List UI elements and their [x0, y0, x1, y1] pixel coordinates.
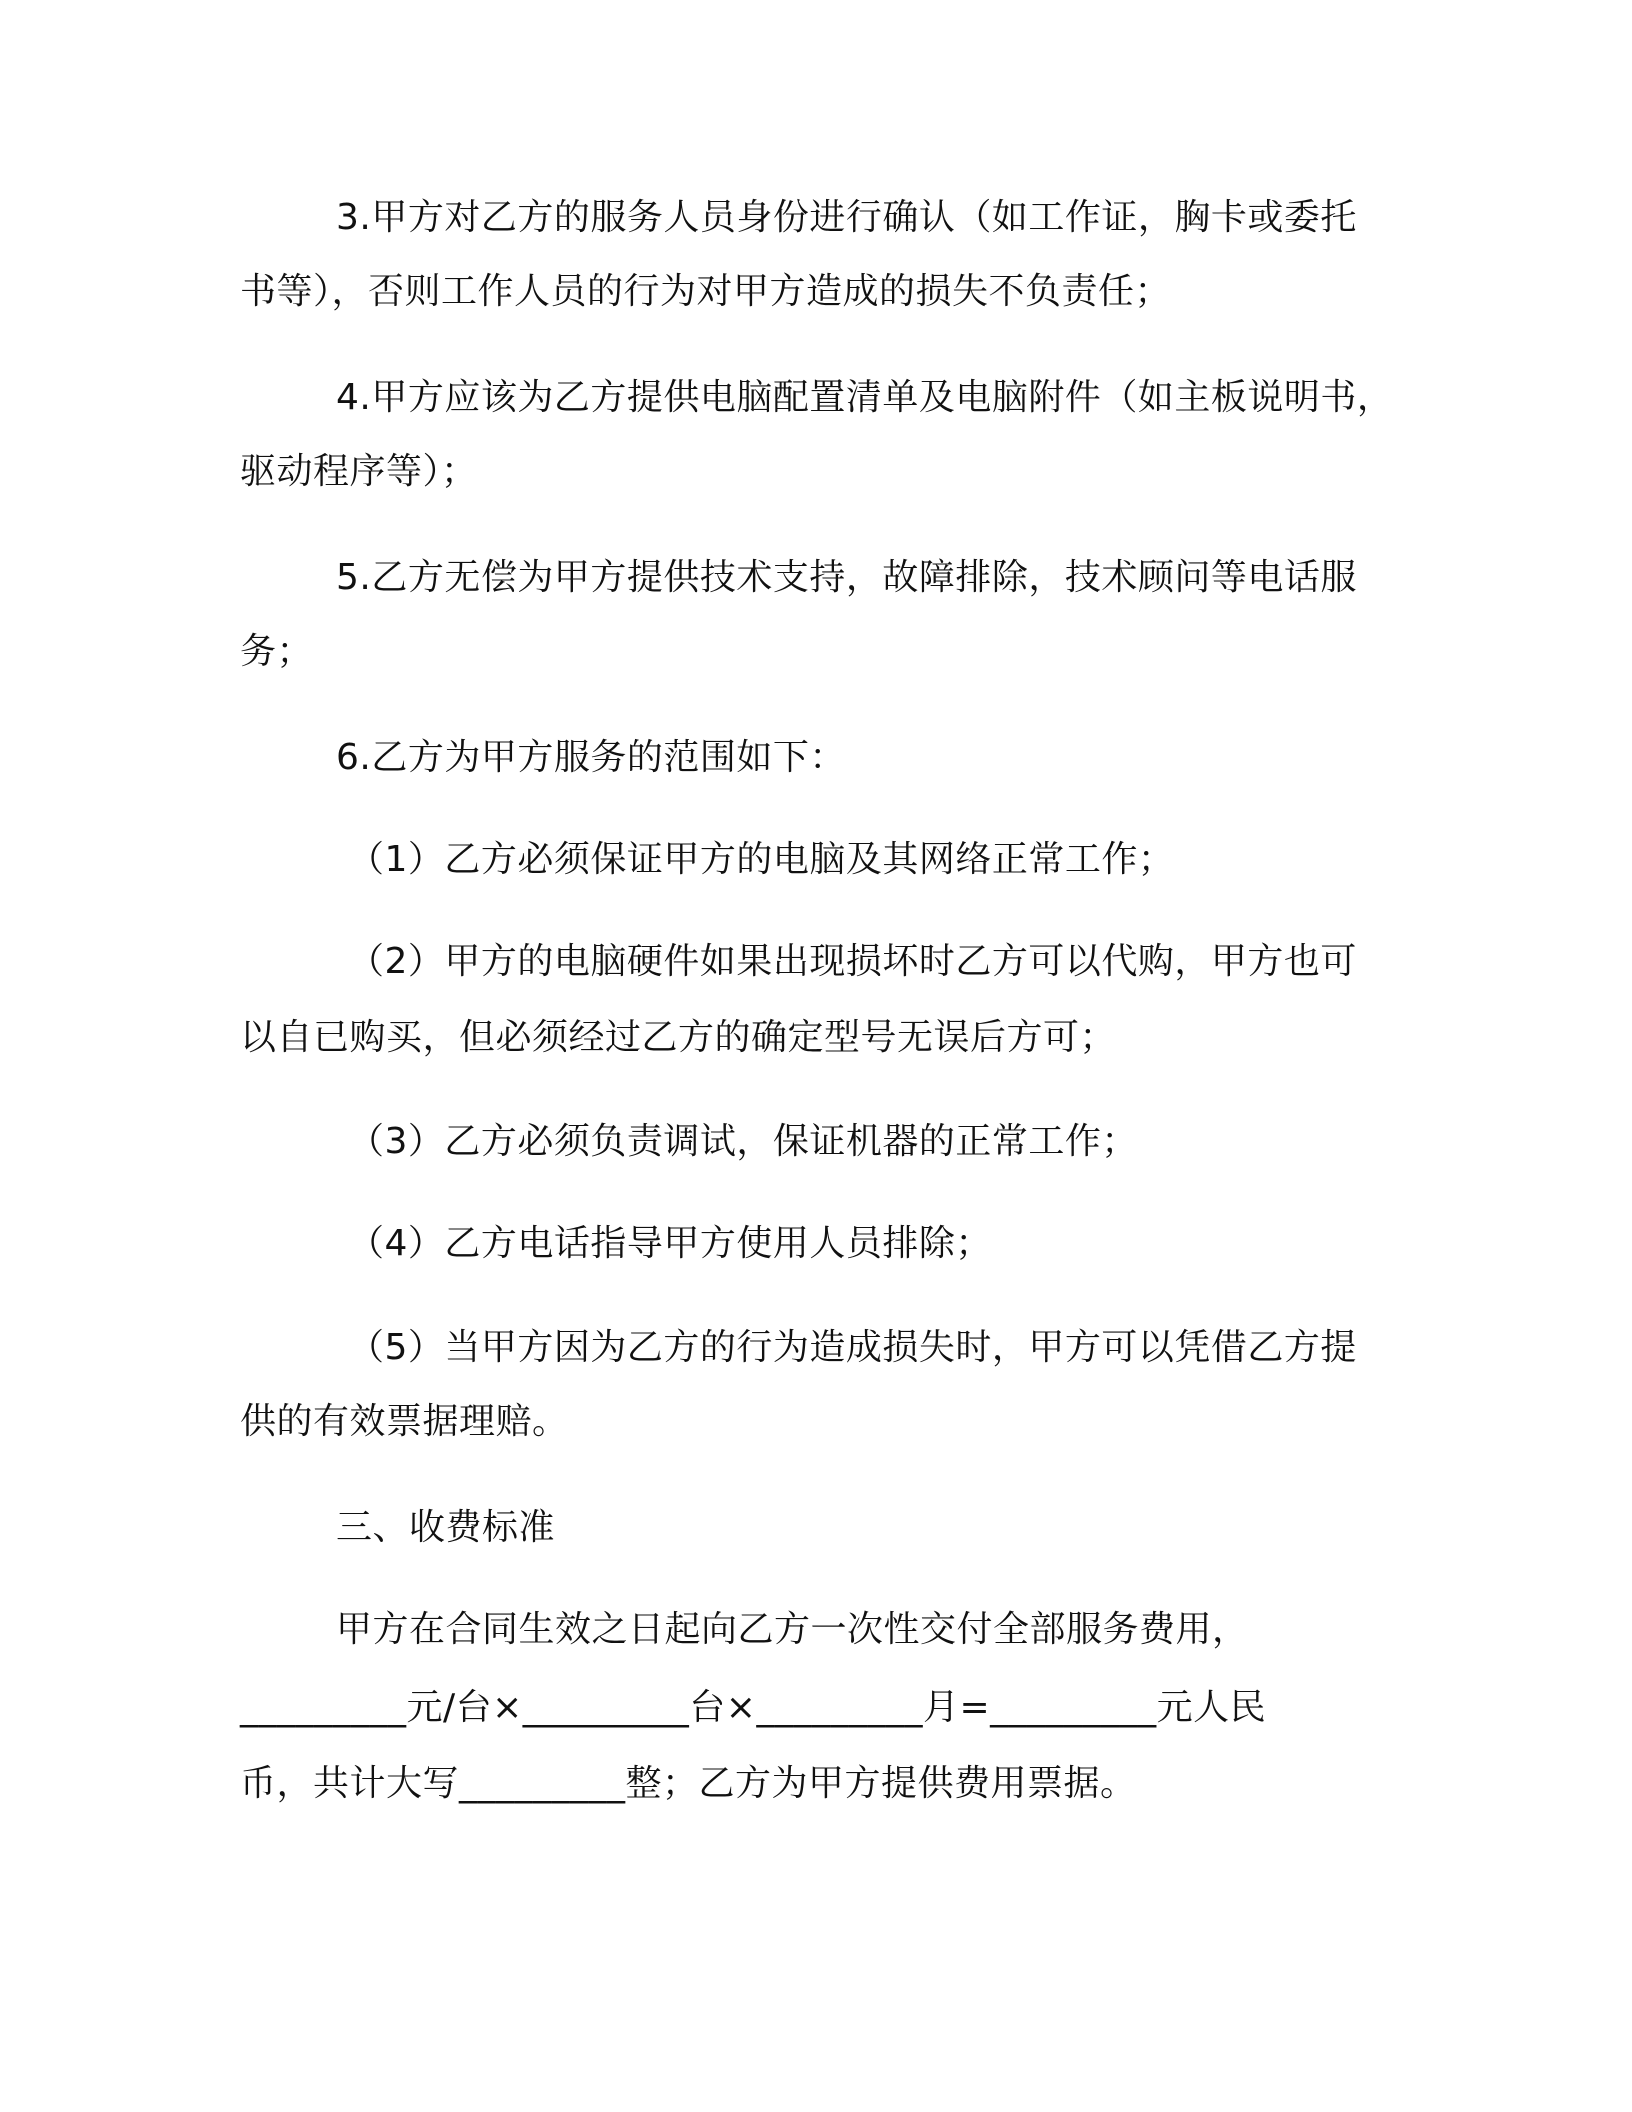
- item-5-line-2: 供的有效票据理赔。: [240, 1401, 569, 1442]
- item-1-line-1: （1）乙方必须保证甲方的电脑及其网络正常工作；: [348, 839, 1175, 880]
- clause-3-line-2: 书等），否则工作人员的行为对甲方造成的损失不负责任；: [240, 271, 1172, 312]
- section-heading-fees: 三、收费标准: [336, 1507, 556, 1548]
- item-3-line-1: （3）乙方必须负责调试，保证机器的正常工作；: [348, 1121, 1138, 1162]
- item-4-line-1: （4）乙方电话指导甲方使用人员排除；: [348, 1223, 992, 1264]
- fees-line-2: _________元/台×_________台×_________月=_________元人民: [240, 1687, 1267, 1728]
- item-2-line-2: 以自已购买，但必须经过乙方的确定型号无误后方可；: [240, 1017, 1117, 1058]
- clause-3-line-1: 3.甲方对乙方的服务人员身份进行确认（如工作证，胸卡或委托: [336, 197, 1357, 238]
- clause-4-line-2: 驱动程序等）；: [240, 451, 478, 492]
- item-5-line-1: （5）当甲方因为乙方的行为造成损失时，甲方可以凭借乙方提: [348, 1327, 1357, 1368]
- clause-6-heading: 6.乙方为甲方服务的范围如下：: [336, 737, 846, 778]
- fees-line-1: 甲方在合同生效之日起向乙方一次性交付全部服务费用，: [336, 1609, 1249, 1650]
- clause-5-line-1: 5.乙方无偿为甲方提供技术支持，故障排除，技术顾问等电话服: [336, 557, 1357, 598]
- clause-5-line-2: 务；: [240, 631, 314, 672]
- fees-line-3: 币，共计大写_________整；乙方为甲方提供费用票据。: [240, 1763, 1137, 1804]
- clause-4-line-1: 4.甲方应该为乙方提供电脑配置清单及电脑附件（如主板说明书，: [336, 377, 1394, 418]
- item-2-line-1: （2）甲方的电脑硬件如果出现损坏时乙方可以代购，甲方也可: [348, 941, 1357, 982]
